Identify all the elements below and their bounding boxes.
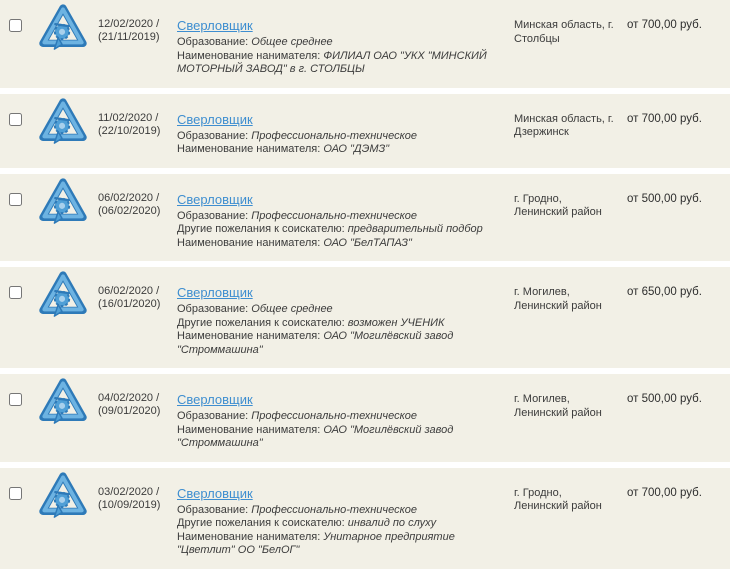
- date-published: 03/02/2020 /: [98, 485, 160, 498]
- detail-line: [177, 517, 504, 531]
- vacancy-details: [177, 36, 504, 77]
- detail-label: Наименование нанимателя:: [177, 423, 324, 436]
- select-vacancy-checkbox[interactable]: [9, 113, 22, 126]
- detail-value: Профессионально-техническое: [251, 410, 418, 422]
- vacancy-row: [0, 468, 730, 569]
- detail-line: [177, 410, 504, 424]
- detail-line: [177, 504, 504, 518]
- vacancy-location: Минская область, г. Столбцы: [514, 19, 614, 45]
- vacancy-main: [177, 391, 514, 451]
- detail-value: инвалид по слуху: [347, 517, 437, 529]
- vacancy-row: [0, 94, 730, 168]
- detail-line: [177, 330, 504, 357]
- vacancy-dates: [98, 391, 177, 418]
- detail-line: [177, 143, 504, 157]
- vacancy-row: [0, 174, 730, 262]
- vacancy-main: [177, 191, 514, 251]
- detail-value: ОАО "БелТАПАЗ": [323, 236, 412, 249]
- detail-value: возможен УЧЕНИК: [347, 316, 445, 329]
- vacancy-location: Минская область, г. Дзержинск: [514, 112, 614, 138]
- vacancy-details: [177, 130, 504, 157]
- vacancy-title-link[interactable]: Сверловщик: [177, 18, 253, 33]
- detail-label: Другие пожелания к соискателю:: [177, 316, 348, 329]
- detail-value: Общее среднее: [251, 36, 333, 48]
- detail-value: Профессионально-техническое: [251, 209, 418, 222]
- vacancy-title-link[interactable]: Сверловщик: [177, 392, 253, 407]
- vacancy-location: г. Гродно, Ленинский район: [514, 486, 602, 512]
- detail-value: Унитарное предприятие "Цветлит" ОО "БелОГ": [177, 530, 455, 556]
- vacancy-dates: [98, 111, 177, 138]
- detail-value: Общее среднее: [251, 303, 333, 315]
- date-published: 06/02/2020 /: [98, 191, 160, 204]
- detail-label: Образование:: [177, 209, 252, 222]
- detail-value: ОАО "ДЭМЗ": [323, 143, 390, 155]
- employer-gear-triangle-logo-icon: [40, 379, 86, 427]
- select-vacancy-checkbox[interactable]: [9, 393, 22, 406]
- vacancy-main: [177, 17, 514, 77]
- vacancy-details: [177, 504, 504, 558]
- vacancy-title-link[interactable]: Сверловщик: [177, 191, 253, 207]
- detail-line: [177, 223, 504, 237]
- date-original: (10/09/2019): [98, 498, 161, 511]
- vacancy-row: [0, 374, 730, 462]
- detail-label: Образование:: [177, 36, 252, 48]
- detail-value: ФИЛИАЛ ОАО "УКХ "МИНСКИЙ МОТОРНЫЙ ЗАВОД" в г. СТОЛБЦЫ: [177, 49, 487, 75]
- detail-label: Другие пожелания к соискателю:: [177, 517, 348, 529]
- date-original: (09/01/2020): [98, 405, 161, 417]
- employer-gear-triangle-logo-icon: [40, 99, 86, 147]
- detail-value: предварительный подбор: [347, 223, 483, 235]
- vacancy-main: [177, 284, 514, 357]
- detail-line: [177, 531, 504, 558]
- detail-line: [177, 237, 504, 251]
- detail-line: [177, 130, 504, 144]
- date-published: 11/02/2020 /: [98, 111, 159, 124]
- detail-label: Наименование нанимателя:: [177, 236, 324, 249]
- vacancy-row: [0, 0, 730, 88]
- vacancy-title-link[interactable]: Сверловщик: [177, 111, 253, 127]
- detail-line: [177, 36, 504, 50]
- vacancy-main: [177, 111, 514, 157]
- vacancy-title-link[interactable]: Сверловщик: [177, 285, 253, 300]
- employer-gear-triangle-logo-icon: [40, 473, 86, 521]
- detail-label: Образование:: [177, 303, 252, 315]
- detail-line: [177, 210, 504, 224]
- vacancy-salary: от 700,00 руб.: [627, 112, 702, 125]
- vacancy-details: [177, 410, 504, 451]
- detail-label: Образование:: [177, 503, 252, 516]
- vacancy-location: г. Гродно, Ленинский район: [514, 192, 602, 218]
- select-vacancy-checkbox[interactable]: [9, 193, 22, 206]
- date-original: (06/02/2020): [98, 204, 161, 217]
- detail-label: Наименование нанимателя:: [177, 49, 324, 62]
- date-original: (21/11/2019): [98, 31, 160, 43]
- vacancy-details: [177, 303, 504, 357]
- employer-gear-triangle-logo-icon: [40, 5, 86, 53]
- vacancy-salary: от 500,00 руб.: [627, 393, 702, 405]
- date-published: 06/02/2020 /: [98, 285, 160, 297]
- vacancy-dates: [98, 284, 177, 311]
- detail-label: Другие пожелания к соискателю:: [177, 223, 348, 235]
- detail-line: [177, 303, 504, 317]
- vacancy-row: [0, 267, 730, 368]
- vacancy-salary: от 500,00 руб.: [627, 192, 702, 205]
- detail-line: [177, 50, 504, 77]
- detail-line: [177, 317, 504, 331]
- date-original: (22/10/2019): [98, 124, 161, 137]
- date-original: (16/01/2020): [98, 298, 161, 310]
- select-vacancy-checkbox[interactable]: [9, 487, 22, 500]
- detail-label: Наименование нанимателя:: [177, 330, 324, 342]
- detail-line: [177, 424, 504, 451]
- select-vacancy-checkbox[interactable]: [9, 19, 22, 32]
- detail-value: ОАО "Могилёвский завод "Строммашина": [177, 330, 454, 356]
- vacancy-location: г. Могилев, Ленинский район: [514, 393, 602, 419]
- vacancy-salary: от 700,00 руб.: [627, 486, 702, 499]
- detail-label: Наименование нанимателя:: [177, 530, 324, 543]
- detail-value: Профессионально-техническое: [251, 503, 418, 516]
- date-published: 12/02/2020 /: [98, 18, 160, 30]
- employer-gear-triangle-logo-icon: [40, 179, 86, 227]
- vacancy-dates: [98, 17, 177, 44]
- detail-label: Образование:: [177, 129, 252, 142]
- vacancy-dates: [98, 191, 177, 218]
- date-published: 04/02/2020 /: [98, 392, 160, 404]
- vacancy-main: [177, 485, 514, 558]
- detail-label: Наименование нанимателя:: [177, 143, 324, 155]
- detail-value: Профессионально-техническое: [251, 129, 418, 142]
- vacancy-details: [177, 210, 504, 251]
- detail-value: ОАО "Могилёвский завод "Строммашина": [177, 423, 454, 449]
- vacancy-location: г. Могилев, Ленинский район: [514, 286, 602, 312]
- select-vacancy-checkbox[interactable]: [9, 286, 22, 299]
- vacancy-salary: от 650,00 руб.: [627, 286, 702, 298]
- detail-label: Образование:: [177, 410, 252, 422]
- vacancy-salary: от 700,00 руб.: [627, 19, 702, 31]
- vacancy-dates: [98, 485, 177, 512]
- vacancy-title-link[interactable]: Сверловщик: [177, 485, 253, 501]
- employer-gear-triangle-logo-icon: [40, 272, 86, 320]
